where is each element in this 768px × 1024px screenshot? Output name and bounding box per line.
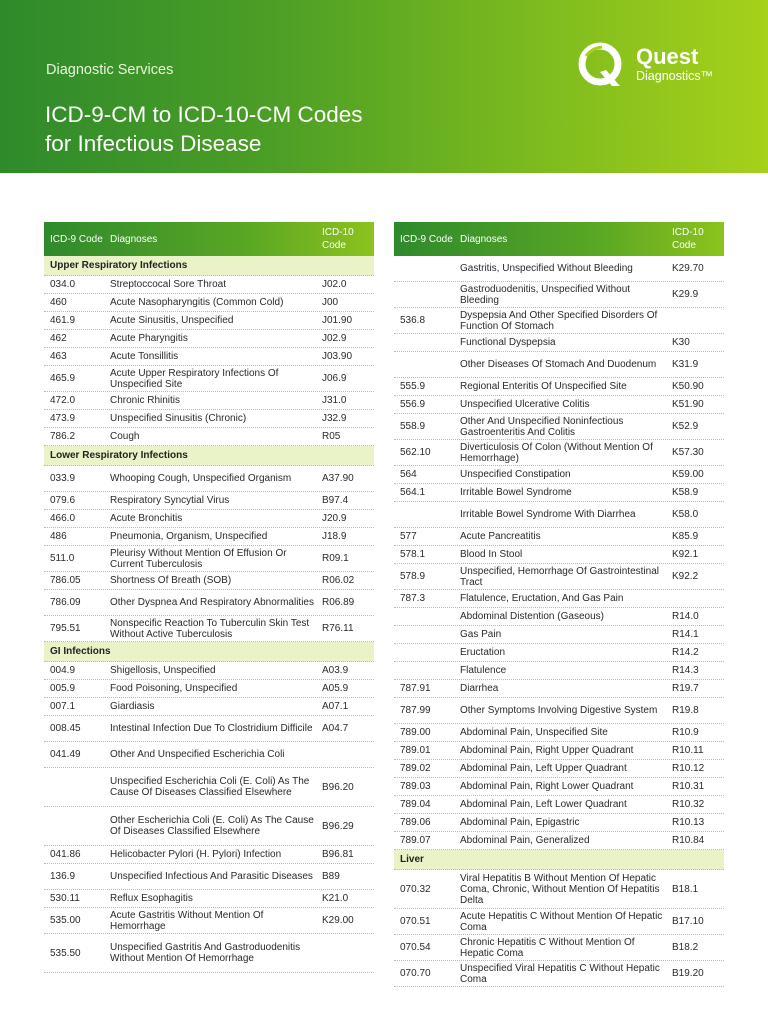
icd9-code-cell: 005.9 [50,683,76,694]
icd9-code-cell: 070.32 [400,883,431,895]
table-row [44,864,374,890]
brand-subname: Diagnostics™ [636,69,714,83]
left-code-table [44,222,374,973]
icd10-code-cell: R10.13 [672,817,705,828]
icd9-code-cell: 535.50 [50,947,81,959]
icd10-code-cell: K58.9 [672,487,699,498]
table-row [44,846,374,864]
diagnosis-cell: Pneumonia, Organism, Unspecified [110,531,268,542]
icd10-code-cell: A07.1 [322,701,349,712]
diagnosis-cell: Other And Unspecified Noninfectious Gastroenteritis And Colitis [460,415,624,438]
title-line-1: ICD-9-CM to ICD-10-CM Codes [45,102,363,127]
table-row [394,870,724,909]
icd9-code-cell: 472.0 [50,395,76,406]
table-row [44,428,374,446]
diagnosis-cell: Abdominal Pain, Generalized [460,835,590,846]
table-row [394,608,724,626]
table-row [394,282,724,308]
table-row [394,814,724,832]
icd10-code-cell: R19.8 [672,705,699,716]
diagnosis-cell: Abdominal Distention (Gaseous) [460,611,604,622]
diagnosis-cell: Abdominal Pain, Right Lower Quadrant [460,781,634,792]
table-row [44,466,374,492]
icd10-code-cell: R06.02 [322,575,355,586]
header-icd10: ICD-10 Code [672,227,704,251]
table-row [44,276,374,294]
diagnosis-cell: Intestinal Infection Due To Clostridium Difficile [110,723,313,734]
icd10-code-cell: A37.90 [322,473,354,484]
table-row [44,890,374,908]
table-row [394,256,724,282]
table-row [44,348,374,366]
table-row [394,760,724,778]
table-row [44,934,374,973]
diagnosis-cell: Cough [110,431,140,442]
table-row [394,308,724,334]
icd9-code-cell: 460 [50,297,67,308]
diagnosis-cell: Other Escherichia Coli (E. Coli) As The Cause Of Diseases Classified Elsewhere [110,815,314,837]
table-row [394,742,724,760]
icd10-code-cell: A03.9 [322,665,349,676]
section-heading: Liver [394,850,724,870]
table-row [44,572,374,590]
icd9-code-cell: 536.8 [400,315,426,326]
table-row [394,662,724,680]
icd9-code-cell: 473.9 [50,413,76,424]
table-row [394,334,724,352]
icd9-code-cell: 041.86 [50,849,81,860]
diagnosis-cell: Dyspepsia And Other Specified Disorders Of Function Of Stomach [460,309,658,332]
icd10-code-cell: R19.7 [672,683,699,694]
icd10-code-cell: K92.2 [672,571,699,582]
icd9-code-cell: 070.70 [400,968,431,979]
diagnosis-cell: Nonspecific Reaction To Tuberculin Skin Test Without Active Tuberculosis [110,617,310,640]
diagnosis-cell: Diarrhea [460,683,499,694]
table-row [44,312,374,330]
table-row [394,680,724,698]
icd10-code-cell: K50.90 [672,381,704,392]
icd9-code-cell: 786.2 [50,431,76,442]
table-row [394,961,724,987]
table-row [394,564,724,590]
diagnosis-cell: Functional Dyspepsia [460,337,556,348]
icd9-code-cell: 787.91 [400,683,431,694]
icd10-code-cell: K52.9 [672,421,699,432]
icd10-code-cell: J18.9 [322,531,347,542]
diagnosis-cell: Irritable Bowel Syndrome With Diarrhea [460,509,636,520]
icd9-code-cell: 578.9 [400,571,426,582]
diagnosis-cell: Food Poisoning, Unspecified [110,683,238,694]
icd10-code-cell: R10.84 [672,835,705,846]
table-row [44,616,374,642]
icd9-code-cell: 466.0 [50,513,76,524]
table-row [44,410,374,428]
icd10-code-cell: A05.9 [322,683,349,694]
header-subtitle: Diagnostic Services [46,62,174,78]
diagnosis-cell: Other And Unspecified Escherichia Coli [110,749,285,760]
table-row [394,698,724,724]
header-icd10: ICD-10 Code [322,227,354,251]
icd9-code-cell: 787.3 [400,593,426,604]
diagnosis-cell: Eructation [460,647,506,658]
table-row [44,546,374,572]
table-header [394,222,724,256]
table-row [44,294,374,312]
icd10-code-cell: R14.1 [672,629,699,640]
table-row [44,680,374,698]
diagnosis-cell: Pleurisy Without Mention Of Effusion Or Current Tuberculosis [110,547,287,570]
page-header [0,0,768,173]
diagnosis-cell: Unspecified Gastritis And Gastroduodenitis Without Mention Of Hemorrhage [110,942,301,964]
icd10-code-cell: J03.90 [322,351,353,362]
icd10-code-cell: R10.12 [672,763,705,774]
header-diagnoses: Diagnoses [460,233,508,245]
icd10-code-cell: J02.0 [322,279,347,290]
diagnosis-cell: Diverticulosis Of Colon (Without Mention Of Hemorrhage) [460,441,653,464]
header-icd9: ICD-9 Code [50,233,103,245]
icd9-code-cell: 462 [50,333,67,344]
icd9-code-cell: 463 [50,351,67,362]
icd10-code-cell: K29.9 [672,289,699,300]
icd10-code-cell: R14.3 [672,665,699,676]
table-row [394,440,724,466]
icd9-code-cell: 070.54 [400,942,431,953]
icd9-code-cell: 562.10 [400,447,431,458]
icd9-code-cell: 535.00 [50,915,81,926]
diagnosis-cell: Chronic Rhinitis [110,395,181,406]
diagnosis-cell: Blood In Stool [460,549,523,560]
diagnosis-cell: Whooping Cough, Unspecified Organism [110,473,292,484]
table-row [394,644,724,662]
diagnosis-cell: Acute Tonsillitis [110,351,179,362]
table-row [44,768,374,807]
table-row [44,366,374,392]
icd9-code-cell: 033.9 [50,473,76,484]
quest-q-icon [576,42,626,88]
icd9-code-cell: 564 [400,469,417,480]
icd9-code-cell: 555.9 [400,381,426,392]
icd9-code-cell: 558.9 [400,421,426,432]
diagnosis-cell: Other Symptoms Involving Digestive System [460,705,658,716]
section-heading: GI Infections [44,642,374,662]
icd9-code-cell: 004.9 [50,665,76,676]
table-row [394,528,724,546]
icd9-code-cell: 578.1 [400,549,426,560]
icd10-code-cell: B18.2 [672,942,699,953]
diagnosis-cell: Unspecified, Hemorrhage Of Gastrointestinal Tract [460,565,659,588]
icd9-code-cell: 034.0 [50,279,76,290]
icd10-code-cell: B18.1 [672,883,699,895]
diagnosis-cell: Acute Pancreatitis [460,531,541,542]
icd10-code-cell: J20.9 [322,513,347,524]
diagnosis-cell: Abdominal Pain, Right Upper Quadrant [460,745,634,756]
icd10-code-cell: B96.81 [322,849,354,860]
icd10-code-cell: K30 [672,337,690,348]
icd9-code-cell: 786.05 [50,575,81,586]
table-row [394,502,724,528]
page-title [45,100,363,158]
diagnosis-cell: Shortness Of Breath (SOB) [110,575,232,586]
icd9-code-cell: 530.11 [50,893,80,904]
icd9-code-cell: 079.6 [50,495,76,506]
icd9-code-cell: 564.1 [400,487,426,498]
icd9-code-cell: 786.09 [50,597,81,608]
diagnosis-cell: Acute Pharyngitis [110,333,188,344]
diagnosis-cell: Unspecified Sinusitis (Chronic) [110,413,247,424]
right-code-table [394,222,724,987]
diagnosis-cell: Gastritis, Unspecified Without Bleeding [460,263,633,274]
table-row [44,392,374,410]
icd9-code-cell: 789.03 [400,781,431,792]
table-row [44,908,374,934]
table-row [394,546,724,564]
icd10-code-cell: J00 [322,297,339,308]
diagnosis-cell: Respiratory Syncytial Virus [110,495,230,506]
table-row [394,832,724,850]
icd10-code-cell: K58.0 [672,509,699,520]
header-diagnoses: Diagnoses [110,233,158,245]
icd9-code-cell: 486 [50,531,67,542]
icd10-code-cell: K51.90 [672,399,704,410]
table-row [394,724,724,742]
icd9-code-cell: 789.02 [400,763,431,774]
icd9-code-cell: 465.9 [50,373,76,384]
icd10-code-cell: K29.00 [322,915,354,926]
icd10-code-cell: B19.20 [672,968,704,979]
icd9-code-cell: 041.49 [50,749,81,760]
icd10-code-cell: K31.9 [672,359,699,370]
icd10-code-cell: B97.4 [322,495,349,506]
icd9-code-cell: 461.9 [50,315,76,326]
icd10-code-cell: B96.29 [322,820,354,832]
table-row [394,378,724,396]
right-table-body [394,256,724,987]
diagnosis-cell: Flatulence [460,665,507,676]
table-row [44,742,374,768]
icd9-code-cell: 795.51 [50,623,81,634]
diagnosis-cell: Abdominal Pain, Left Lower Quadrant [460,799,627,810]
icd10-code-cell: R06.89 [322,597,355,608]
header-icd9: ICD-9 Code [400,233,453,245]
icd9-code-cell: 070.51 [400,916,431,927]
diagnosis-cell: Unspecified Ulcerative Colitis [460,399,590,410]
table-row [394,778,724,796]
diagnosis-cell: Acute Nasopharyngitis (Common Cold) [110,297,284,308]
icd10-code-cell: R05 [322,431,341,442]
table-row [394,414,724,440]
left-table-body [44,256,374,973]
icd10-code-cell: K21.0 [322,893,349,904]
table-row [394,626,724,644]
icd9-code-cell: 789.04 [400,799,431,810]
icd10-code-cell: J31.0 [322,395,347,406]
diagnosis-cell: Chronic Hepatitis C Without Mention Of Hepatic Coma [460,936,635,959]
icd10-code-cell: B17.10 [672,916,704,927]
table-row [44,492,374,510]
icd9-code-cell: 789.01 [400,745,431,756]
icd10-code-cell: R76.11 [322,623,354,634]
diagnosis-cell: Helicobacter Pylori (H. Pylori) Infection [110,849,282,860]
table-row [44,698,374,716]
table-row [44,807,374,846]
icd9-code-cell: 789.07 [400,835,431,846]
icd9-code-cell: 136.9 [50,871,76,882]
icd10-code-cell: B89 [322,871,340,882]
icd9-code-cell: 008.45 [50,723,81,734]
section-heading: Upper Respiratory Infections [44,256,374,276]
diagnosis-cell: Acute Hepatitis C Without Mention Of Hepatic Coma [460,910,663,933]
icd10-code-cell: J01.90 [322,315,353,326]
table-row [394,466,724,484]
icd10-code-cell: A04.7 [322,723,349,734]
diagnosis-cell: Gastroduodenitis, Unspecified Without Bleeding [460,283,631,306]
icd10-code-cell: R10.32 [672,799,705,810]
diagnosis-cell: Abdominal Pain, Unspecified Site [460,727,608,738]
icd9-code-cell: 577 [400,531,417,542]
icd10-code-cell: J06.9 [322,373,347,384]
diagnosis-cell: Irritable Bowel Syndrome [460,487,572,498]
diagnosis-cell: Viral Hepatitis B Without Mention Of Hepatic Coma, Chronic, Without Mention Of Hepatitis Delta [460,872,660,906]
table-row [44,528,374,546]
icd9-code-cell: 789.00 [400,727,431,738]
diagnosis-cell: Gas Pain [460,629,502,640]
table-row [44,716,374,742]
table-row [44,510,374,528]
quest-logo [576,40,736,90]
icd10-code-cell: R14.2 [672,647,699,658]
diagnosis-cell: Unspecified Infectious And Parasitic Diseases [110,871,313,882]
icd9-code-cell: 789.06 [400,817,431,828]
table-row [394,935,724,961]
icd10-code-cell: J02.9 [322,333,347,344]
icd10-code-cell: B96.20 [322,781,354,793]
diagnosis-cell: Streptoccocal Sore Throat [110,279,226,290]
table-header [44,222,374,256]
table-row [394,396,724,414]
table-row [44,662,374,680]
diagnosis-cell: Abdominal Pain, Epigastric [460,817,580,828]
icd9-code-cell: 556.9 [400,399,426,410]
table-row [394,352,724,378]
icd9-code-cell: 007.1 [50,701,76,712]
diagnosis-cell: Regional Enteritis Of Unspecified Site [460,381,627,392]
diagnosis-cell: Acute Gastritis Without Mention Of Hemorrhage [110,909,264,932]
brand-name: Quest [636,44,699,69]
diagnosis-cell: Acute Bronchitis [110,513,183,524]
diagnosis-cell: Reflux Esophagitis [110,893,193,904]
diagnosis-cell: Other Diseases Of Stomach And Duodenum [460,359,657,370]
diagnosis-cell: Shigellosis, Unspecified [110,665,216,676]
table-row [394,590,724,608]
title-line-2: for Infectious Disease [45,131,262,156]
diagnosis-cell: Flatulence, Eructation, And Gas Pain [460,593,624,604]
diagnosis-cell: Abdominal Pain, Left Upper Quadrant [460,763,627,774]
icd10-code-cell: R09.1 [322,553,349,564]
icd10-code-cell: R10.11 [672,745,704,756]
table-row [394,909,724,935]
icd10-code-cell: K92.1 [672,549,699,560]
icd9-code-cell: 787.99 [400,705,431,716]
icd10-code-cell: K85.9 [672,531,699,542]
table-row [44,590,374,616]
diagnosis-cell: Other Dyspnea And Respiratory Abnormalities [110,597,314,608]
table-row [44,330,374,348]
icd10-code-cell: K29.70 [672,263,704,274]
diagnosis-cell: Giardiasis [110,701,155,712]
diagnosis-cell: Unspecified Constipation [460,469,571,480]
table-row [394,484,724,502]
diagnosis-cell: Acute Upper Respiratory Infections Of Unspecified Site [110,367,279,390]
diagnosis-cell: Unspecified Viral Hepatitis C Without Hepatic Coma [460,962,660,985]
table-row [394,796,724,814]
icd10-code-cell: R10.31 [672,781,705,792]
icd10-code-cell: R10.9 [672,727,699,738]
icd10-code-cell: R14.0 [672,611,699,622]
icd10-code-cell: K57.30 [672,447,704,458]
diagnosis-cell: Unspecified Escherichia Coli (E. Coli) As The Cause Of Diseases Classified Elsewhere [110,776,310,798]
icd10-code-cell: J32.9 [322,413,347,424]
icd10-code-cell: K59.00 [672,469,704,480]
section-heading: Lower Respiratory Infections [44,446,374,466]
icd9-code-cell: 511.0 [50,553,75,564]
diagnosis-cell: Acute Sinusitis, Unspecified [110,315,234,326]
